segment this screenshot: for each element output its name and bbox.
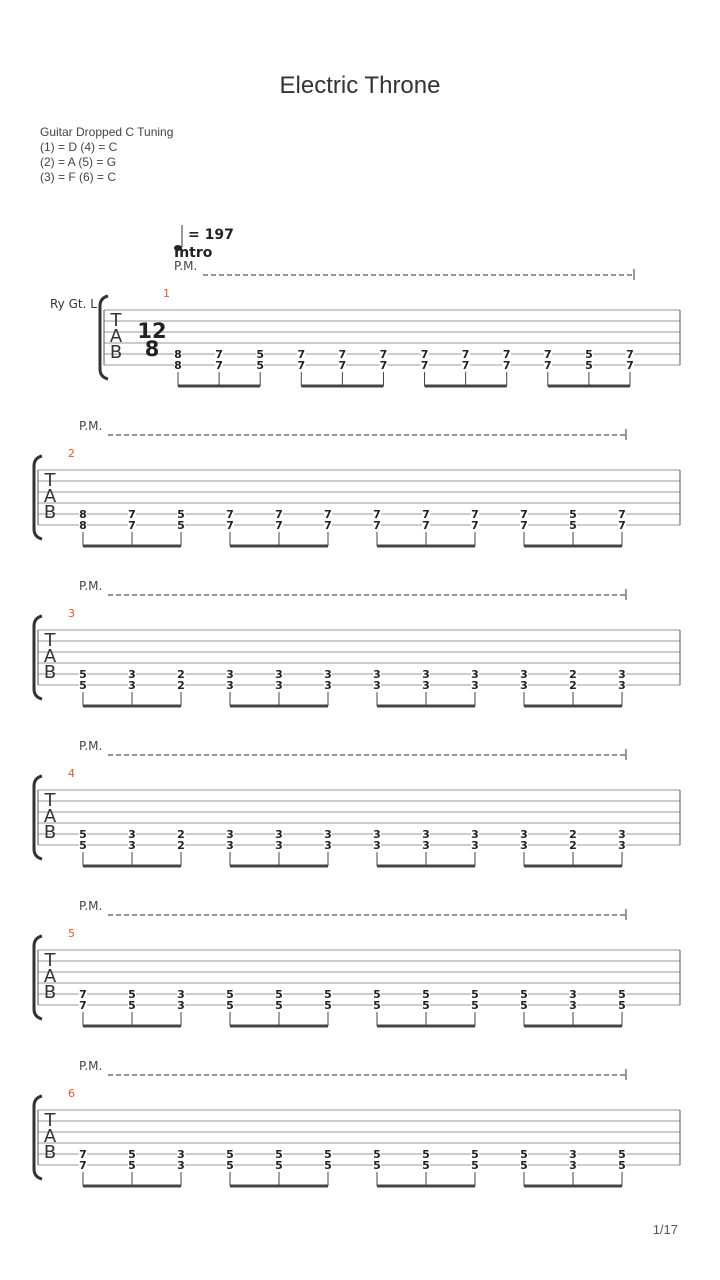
fret-number: 7 (338, 359, 347, 372)
fret-number: 5 (618, 1159, 626, 1172)
fret-number: 5 (226, 999, 234, 1012)
time-sig-numerator: 12 (137, 319, 167, 343)
tab-clef-letter: T (110, 310, 122, 331)
fret-number: 5 (618, 988, 626, 1001)
fret-number: 5 (471, 988, 479, 1001)
time-sig-denominator: 8 (144, 337, 160, 361)
fret-number: 2 (569, 668, 577, 681)
palm-mute-label: P.M. (79, 739, 103, 753)
fret-number: 7 (502, 348, 511, 361)
fret-number: 7 (461, 359, 470, 372)
fret-number: 3 (373, 828, 381, 841)
tab-clef-letter: B (43, 982, 57, 1003)
fret-number: 3 (177, 999, 185, 1012)
fret-number: 7 (379, 359, 388, 372)
fret-number: 5 (471, 999, 479, 1012)
fret-number: 5 (177, 508, 185, 521)
fret-number: 7 (618, 508, 626, 521)
fret-number: 3 (128, 839, 136, 852)
tab-clef-letter: A (43, 966, 57, 987)
fret-number: 3 (128, 828, 136, 841)
fret-number: 5 (79, 668, 87, 681)
fret-number: 7 (297, 359, 306, 372)
fret-number: 5 (471, 1159, 479, 1172)
fret-number: 2 (177, 679, 185, 692)
tab-system (34, 579, 680, 706)
tab-clef-letter: A (43, 646, 57, 667)
tab-clef-letter: B (43, 1142, 57, 1163)
tab-clef-letter: A (43, 1126, 57, 1147)
fret-number: 7 (422, 519, 430, 532)
fret-number: 7 (226, 508, 234, 521)
tab-clef-letter: B (43, 662, 57, 683)
fret-number: 3 (128, 679, 136, 692)
measure-number: 1 (163, 287, 170, 300)
fret-number: 7 (324, 519, 332, 532)
tab-system (34, 419, 680, 546)
fret-number: 8 (174, 348, 182, 361)
fret-number: 7 (215, 348, 223, 361)
fret-number: 7 (502, 359, 511, 372)
tab-system (50, 225, 680, 386)
fret-number: 2 (569, 839, 577, 852)
fret-number: 5 (373, 988, 381, 1001)
fret-number: 5 (79, 839, 87, 852)
fret-number: 7 (128, 508, 136, 521)
fret-number: 3 (520, 668, 528, 681)
fret-number: 7 (471, 508, 479, 521)
fret-number: 7 (461, 348, 470, 361)
fret-number: 3 (324, 839, 332, 852)
fret-number: 7 (338, 348, 347, 361)
fret-number: 7 (520, 519, 528, 532)
fret-number: 3 (618, 839, 626, 852)
fret-number: 5 (373, 1148, 381, 1161)
fret-number: 7 (373, 519, 381, 532)
fret-number: 7 (520, 508, 528, 521)
tuning-line: (3) = F (6) = C (40, 170, 117, 184)
fret-number: 3 (275, 679, 283, 692)
fret-number: 7 (79, 988, 87, 1001)
fret-number: 5 (256, 359, 265, 372)
palm-mute-label: P.M. (174, 259, 198, 273)
fret-number: 5 (226, 1148, 234, 1161)
fret-number: 3 (373, 679, 381, 692)
fret-number: 5 (422, 999, 430, 1012)
fret-number: 3 (226, 679, 234, 692)
fret-number: 3 (177, 988, 185, 1001)
fret-number: 3 (569, 999, 577, 1012)
fret-number: 5 (422, 1148, 430, 1161)
fret-number: 7 (626, 359, 634, 372)
fret-number: 3 (422, 668, 430, 681)
fret-number: 3 (422, 679, 430, 692)
tab-clef-letter: T (44, 1110, 56, 1131)
fret-number: 5 (471, 1148, 479, 1161)
fret-number: 7 (618, 519, 626, 532)
fret-number: 3 (373, 839, 381, 852)
fret-number: 7 (297, 348, 306, 361)
tab-clef-letter: T (44, 630, 56, 651)
fret-number: 3 (324, 828, 332, 841)
fret-number: 7 (626, 348, 634, 361)
fret-number: 5 (324, 988, 332, 1001)
tab-clef-letter: A (43, 486, 57, 507)
fret-number: 8 (79, 508, 87, 521)
tuning-line: (1) = D (4) = C (40, 140, 118, 154)
tab-clef-letter: T (44, 950, 56, 971)
fret-number: 7 (420, 348, 429, 361)
fret-number: 5 (324, 999, 332, 1012)
fret-number: 7 (275, 519, 283, 532)
fret-number: 7 (215, 359, 223, 372)
fret-number: 5 (275, 999, 283, 1012)
fret-number: 5 (585, 359, 593, 372)
fret-number: 7 (422, 508, 430, 521)
fret-number: 3 (275, 668, 283, 681)
fret-number: 3 (324, 679, 332, 692)
fret-number: 7 (275, 508, 283, 521)
fret-number: 5 (128, 1159, 136, 1172)
fret-number: 3 (520, 679, 528, 692)
fret-number: 3 (373, 668, 381, 681)
fret-number: 3 (569, 1159, 577, 1172)
measure-number: 5 (68, 927, 75, 940)
fret-number: 3 (275, 839, 283, 852)
fret-number: 5 (585, 348, 593, 361)
fret-number: 7 (471, 519, 479, 532)
fret-number: 7 (226, 519, 234, 532)
tempo-value: = 197 (188, 227, 234, 243)
fret-number: 7 (128, 519, 136, 532)
fret-number: 5 (128, 999, 136, 1012)
fret-number: 7 (79, 1148, 87, 1161)
fret-number: 3 (275, 828, 283, 841)
tab-clef-letter: A (43, 806, 57, 827)
fret-number: 7 (79, 999, 87, 1012)
fret-number: 3 (569, 988, 577, 1001)
fret-number: 5 (79, 828, 87, 841)
fret-number: 2 (177, 828, 185, 841)
fret-number: 5 (275, 988, 283, 1001)
tab-clef-letter: B (109, 342, 123, 363)
tab-clef-letter: B (43, 502, 57, 523)
fret-number: 5 (128, 1148, 136, 1161)
fret-number: 3 (471, 839, 479, 852)
fret-number: 3 (324, 668, 332, 681)
fret-number: 5 (226, 988, 234, 1001)
fret-number: 5 (324, 1148, 332, 1161)
fret-number: 5 (422, 1159, 430, 1172)
fret-number: 5 (226, 1159, 234, 1172)
fret-number: 2 (177, 668, 185, 681)
fret-number: 5 (520, 988, 528, 1001)
fret-number: 5 (618, 1148, 626, 1161)
tab-clef-letter: B (43, 822, 57, 843)
tab-clef-letter: T (44, 470, 56, 491)
fret-number: 2 (569, 679, 577, 692)
fret-number: 5 (373, 1159, 381, 1172)
measure-number: 4 (68, 767, 75, 780)
fret-number: 3 (422, 828, 430, 841)
fret-number: 3 (569, 1148, 577, 1161)
measure-number: 3 (68, 607, 75, 620)
fret-number: 7 (324, 508, 332, 521)
fret-number: 3 (471, 828, 479, 841)
fret-number: 2 (569, 828, 577, 841)
fret-number: 7 (79, 1159, 87, 1172)
fret-number: 3 (226, 839, 234, 852)
fret-number: 3 (618, 668, 626, 681)
tab-system (34, 739, 680, 866)
fret-number: 8 (79, 519, 87, 532)
fret-number: 3 (177, 1159, 185, 1172)
fret-number: 5 (256, 348, 265, 361)
fret-number: 3 (471, 668, 479, 681)
fret-number: 5 (520, 1148, 528, 1161)
fret-number: 3 (520, 839, 528, 852)
fret-number: 3 (422, 839, 430, 852)
fret-number: 3 (177, 1148, 185, 1161)
fret-number: 3 (226, 668, 234, 681)
palm-mute-label: P.M. (79, 1059, 103, 1073)
fret-number: 8 (174, 359, 182, 372)
fret-number: 5 (520, 1159, 528, 1172)
fret-number: 7 (420, 359, 429, 372)
fret-number: 5 (79, 679, 87, 692)
fret-number: 3 (618, 828, 626, 841)
fret-number: 5 (520, 999, 528, 1012)
fret-number: 7 (543, 348, 552, 361)
fret-number: 5 (128, 988, 136, 1001)
fret-number: 5 (177, 519, 185, 532)
fret-number: 5 (373, 999, 381, 1012)
tab-system (34, 899, 680, 1026)
section-label: Intro (174, 245, 213, 261)
tab-clef-letter: T (44, 790, 56, 811)
fret-number: 5 (275, 1159, 283, 1172)
song-title: Electric Throne (279, 72, 441, 99)
fret-number: 5 (618, 999, 626, 1012)
fret-number: 5 (569, 519, 577, 532)
tuning-heading: Guitar Dropped C Tuning (40, 125, 174, 139)
tuning-line: (2) = A (5) = G (40, 155, 117, 169)
fret-number: 7 (373, 508, 381, 521)
measure-number: 6 (68, 1087, 75, 1100)
track-label: Ry Gt. L (50, 297, 97, 311)
palm-mute-label: P.M. (79, 579, 103, 593)
fret-number: 7 (379, 348, 388, 361)
fret-number: 5 (324, 1159, 332, 1172)
palm-mute-label: P.M. (79, 419, 103, 433)
fret-number: 3 (128, 668, 136, 681)
measure-number: 2 (68, 447, 75, 460)
fret-number: 3 (226, 828, 234, 841)
palm-mute-label: P.M. (79, 899, 103, 913)
tab-system (34, 1059, 680, 1186)
tab-clef-letter: A (109, 326, 123, 347)
fret-number: 5 (422, 988, 430, 1001)
page-number: 1/17 (652, 1222, 678, 1237)
fret-number: 3 (471, 679, 479, 692)
fret-number: 3 (520, 828, 528, 841)
fret-number: 2 (177, 839, 185, 852)
fret-number: 7 (543, 359, 552, 372)
fret-number: 5 (569, 508, 577, 521)
fret-number: 5 (275, 1148, 283, 1161)
fret-number: 3 (618, 679, 626, 692)
